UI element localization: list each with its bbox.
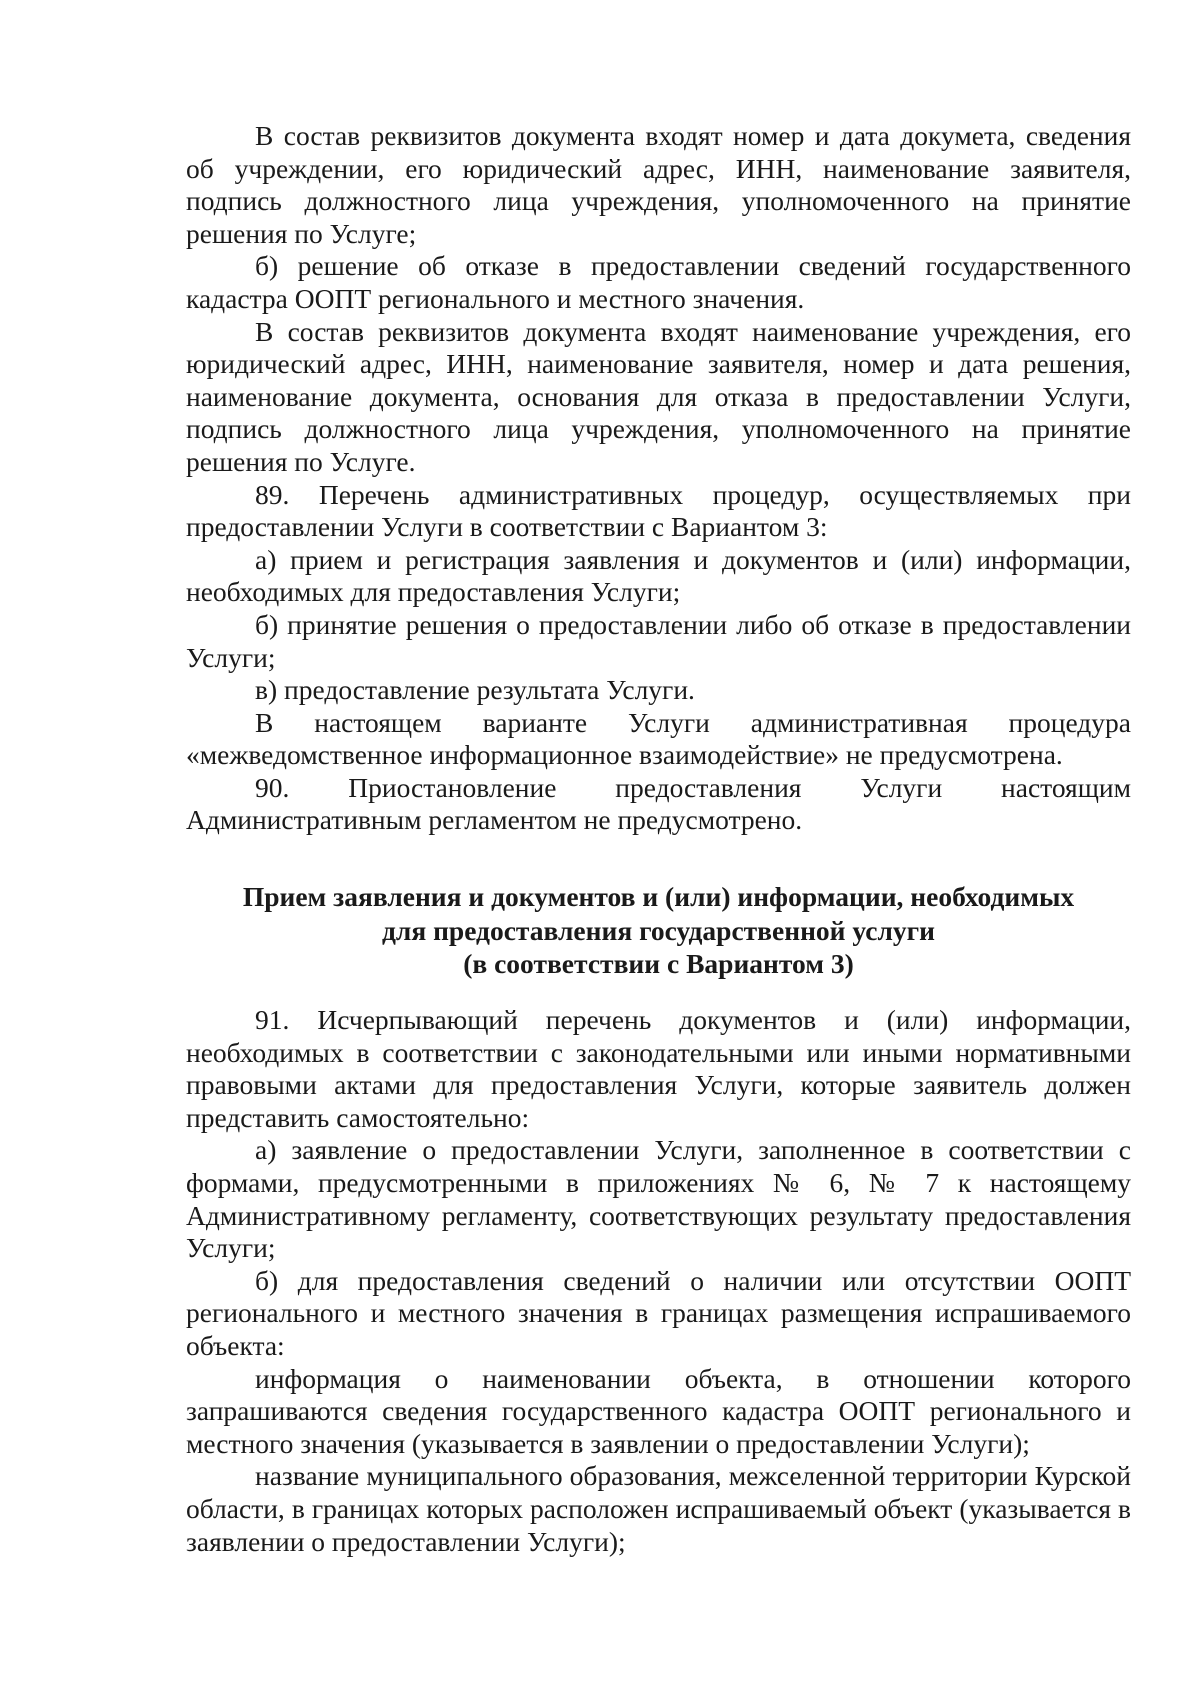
paragraph-object-info: информация о наименовании объекта, в отношении которого запрашиваются сведения государственного кадастра ООПТ регионального и местного значения (указывается в заявлении о предоставлении Услуги);	[186, 1362, 1131, 1459]
paragraph-89: 89. Перечень административных процедур, осуществляемых при предоставлении Услуги в соответствии с Вариантом 3:	[186, 478, 1131, 543]
document-body-lower	[186, 1004, 1131, 1558]
section-heading-line-3: (в соответствии с Вариантом 3)	[463, 948, 854, 979]
section-heading	[186, 880, 1131, 981]
paragraph-89-b: б) принятие решения о предоставлении либо об отказе в предоставлении Услуги;	[186, 608, 1131, 673]
paragraph-89-v: в) предоставление результата Услуги.	[255, 674, 695, 706]
paragraph-requisites-1: В состав реквизитов документа входят номер и дата докумета, сведения об учреждении, его юридический адрес, ИНН, наименование заявителя, подпись должностного лица учреждения, уполномоченного на принятие решения по Услуге;	[186, 120, 1131, 249]
section-heading-line-2: для предоставления государственной услуги	[381, 914, 936, 946]
document-body-upper	[186, 120, 1131, 837]
paragraph-91: 91. Исчерпывающий перечень документов и (или) информации, необходимых в соответствии с законодательными или иными нормативными правовыми актами для предоставления Услуги, которые заявитель должен представить самостоятельно:	[186, 1004, 1131, 1133]
paragraph-refusal-decision: б) решение об отказе в предоставлении сведений государственного кадастра ООПТ регионального и местного значения.	[186, 250, 1131, 314]
paragraph-91-a: а) заявление о предоставлении Услуги, заполненное в соответствии с формами, предусмотренными в приложениях № 6, № 7 к настоящему Административному регламенту, соответствующих результату предоставления Услуги;	[186, 1134, 1131, 1264]
paragraph-91-b: б) для предоставления сведений о наличии или отсутствии ООПТ регионального и местного значения в границах размещения испрашиваемого объекта:	[186, 1264, 1131, 1361]
paragraph-90: 90. Приостановление предоставления Услуги настоящим Административным регламентом не предусмотрено.	[186, 771, 1131, 836]
paragraph-89-a: а) прием и регистрация заявления и документов и (или) информации, необходимых для предоставления Услуги;	[186, 543, 1131, 608]
section-heading-line-1: Прием заявления и документов и (или) информации, необходимых	[242, 881, 1075, 912]
paragraph-municipality: название муниципального образования, межселенной территории Курской области, в границах которых расположен испрашиваемый объект (указывается в заявлении о предоставлении Услуги);	[186, 1460, 1131, 1557]
paragraph-interagency: В настоящем варианте Услуги административная процедура «межведомственное информационное взаимодействие» не предусмотрена.	[186, 706, 1131, 771]
paragraph-requisites-2: В состав реквизитов документа входят наименование учреждения, его юридический адрес, ИНН, наименование заявителя, номер и дата решения, наименование документа, основания для отказа в предоставлении Услуги, подпись должностного лица учреждения, уполномоченного на принятие решения по Услуге.	[186, 315, 1131, 477]
